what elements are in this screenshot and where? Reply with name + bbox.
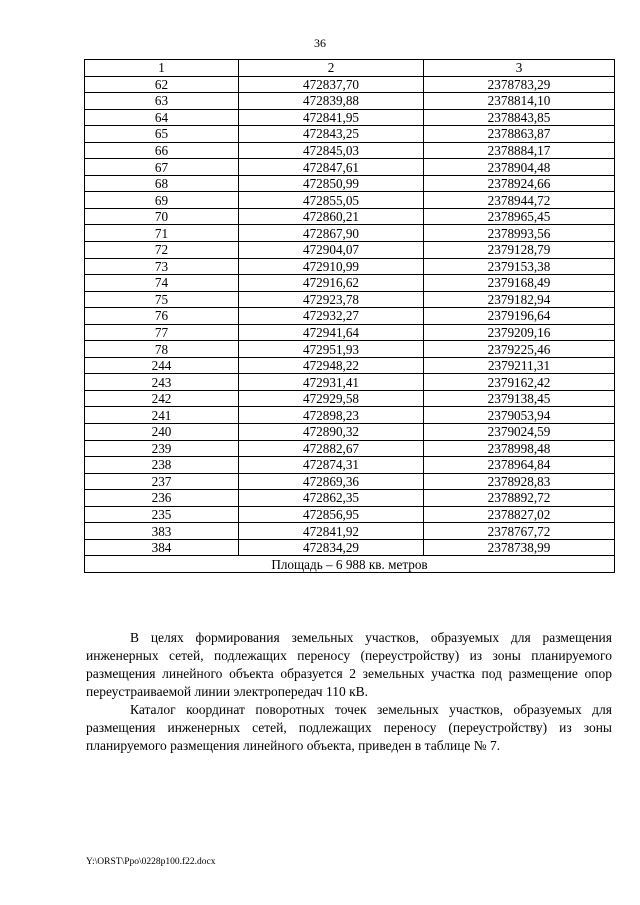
table-row xyxy=(85,390,615,407)
y-coordinate-cell: 2378738,99 xyxy=(424,539,615,556)
table-row xyxy=(85,341,615,358)
y-coordinate-cell: 2378843,85 xyxy=(424,109,615,126)
y-coordinate-cell: 2379168,49 xyxy=(424,275,615,292)
table-row xyxy=(85,93,615,110)
table-row xyxy=(85,440,615,457)
table-row xyxy=(85,208,615,225)
x-coordinate-cell: 472839,88 xyxy=(239,93,424,110)
x-coordinate-cell: 472923,78 xyxy=(239,291,424,308)
y-coordinate-cell: 2378827,02 xyxy=(424,506,615,523)
y-coordinate-cell: 2378964,84 xyxy=(424,457,615,474)
x-coordinate-cell: 472898,23 xyxy=(239,407,424,424)
table-row xyxy=(85,457,615,474)
x-coordinate-cell: 472916,62 xyxy=(239,275,424,292)
y-coordinate-cell: 2379196,64 xyxy=(424,308,615,325)
paragraph: Каталог координат поворотных точек земельных участков, образуемых для размещения инженерных сетей, подлежащих переносу (переустройству) из зоны планируемого размещения линейного объекта, приведен в таблице № 7. xyxy=(86,702,612,753)
point-number-cell: 72 xyxy=(85,242,239,259)
x-coordinate-cell: 472841,95 xyxy=(239,109,424,126)
y-coordinate-cell: 2378767,72 xyxy=(424,523,615,540)
table-row xyxy=(85,473,615,490)
y-coordinate-cell: 2379209,16 xyxy=(424,324,615,341)
table-body xyxy=(85,76,615,556)
table-row xyxy=(85,275,615,292)
y-coordinate-cell: 2378944,72 xyxy=(424,192,615,209)
table-row xyxy=(85,539,615,556)
table-row xyxy=(85,407,615,424)
table-row xyxy=(85,76,615,93)
x-coordinate-cell: 472929,58 xyxy=(239,390,424,407)
point-number-cell: 235 xyxy=(85,506,239,523)
point-number-cell: 237 xyxy=(85,473,239,490)
y-coordinate-cell: 2378814,10 xyxy=(424,93,615,110)
point-number-cell: 240 xyxy=(85,424,239,441)
table-row xyxy=(85,291,615,308)
table-row xyxy=(85,490,615,507)
y-coordinate-cell: 2378993,56 xyxy=(424,225,615,242)
point-number-cell: 65 xyxy=(85,126,239,143)
y-coordinate-cell: 2379053,94 xyxy=(424,407,615,424)
x-coordinate-cell: 472837,70 xyxy=(239,76,424,93)
x-coordinate-cell: 472860,21 xyxy=(239,208,424,225)
x-coordinate-cell: 472951,93 xyxy=(239,341,424,358)
y-coordinate-cell: 2378928,83 xyxy=(424,473,615,490)
y-coordinate-cell: 2379211,31 xyxy=(424,357,615,374)
x-coordinate-cell: 472874,31 xyxy=(239,457,424,474)
y-coordinate-cell: 2379225,46 xyxy=(424,341,615,358)
x-coordinate-cell: 472932,27 xyxy=(239,308,424,325)
header-point-number: 1 xyxy=(85,60,239,77)
x-coordinate-cell: 472869,36 xyxy=(239,473,424,490)
table-row xyxy=(85,109,615,126)
point-number-cell: 67 xyxy=(85,159,239,176)
x-coordinate-cell: 472845,03 xyxy=(239,142,424,159)
point-number-cell: 62 xyxy=(85,76,239,93)
x-coordinate-cell: 472834,29 xyxy=(239,539,424,556)
point-number-cell: 76 xyxy=(85,308,239,325)
table-row xyxy=(85,242,615,259)
table-row xyxy=(85,523,615,540)
x-coordinate-cell: 472890,32 xyxy=(239,424,424,441)
table-row xyxy=(85,192,615,209)
x-coordinate-cell: 472948,22 xyxy=(239,357,424,374)
paragraph: В целях формирования земельных участков, образуемых для размещения инженерных сетей, подлежащих переносу (переустройству) из зоны планируемого размещения линейного объекта образуется 2 земельных участка под размещение опор переустраиваемой линии электропередач 110 кВ. xyxy=(86,630,612,699)
x-coordinate-cell: 472941,64 xyxy=(239,324,424,341)
table-row xyxy=(85,159,615,176)
x-coordinate-cell: 472856,95 xyxy=(239,506,424,523)
area-row xyxy=(85,556,615,573)
x-coordinate-cell: 472841,92 xyxy=(239,523,424,540)
y-coordinate-cell: 2379182,94 xyxy=(424,291,615,308)
point-number-cell: 243 xyxy=(85,374,239,391)
y-coordinate-cell: 2379024,59 xyxy=(424,424,615,441)
y-coordinate-cell: 2378863,87 xyxy=(424,126,615,143)
y-coordinate-cell: 2379162,42 xyxy=(424,374,615,391)
coordinates-table xyxy=(84,59,615,573)
body-text xyxy=(86,629,612,755)
point-number-cell: 75 xyxy=(85,291,239,308)
table-row xyxy=(85,374,615,391)
point-number-cell: 66 xyxy=(85,142,239,159)
area-label: Площадь – 6 988 кв. метров xyxy=(85,556,615,573)
table-header-row xyxy=(85,60,615,77)
point-number-cell: 244 xyxy=(85,357,239,374)
table-row xyxy=(85,225,615,242)
x-coordinate-cell: 472847,61 xyxy=(239,159,424,176)
y-coordinate-cell: 2378924,66 xyxy=(424,175,615,192)
point-number-cell: 241 xyxy=(85,407,239,424)
table-row xyxy=(85,424,615,441)
point-number-cell: 77 xyxy=(85,324,239,341)
point-number-cell: 242 xyxy=(85,390,239,407)
x-coordinate-cell: 472850,99 xyxy=(239,175,424,192)
x-coordinate-cell: 472931,41 xyxy=(239,374,424,391)
point-number-cell: 73 xyxy=(85,258,239,275)
table-row xyxy=(85,324,615,341)
x-coordinate-cell: 472862,35 xyxy=(239,490,424,507)
point-number-cell: 236 xyxy=(85,490,239,507)
point-number-cell: 69 xyxy=(85,192,239,209)
y-coordinate-cell: 2378892,72 xyxy=(424,490,615,507)
y-coordinate-cell: 2378783,29 xyxy=(424,76,615,93)
table-row xyxy=(85,308,615,325)
point-number-cell: 239 xyxy=(85,440,239,457)
x-coordinate-cell: 472867,90 xyxy=(239,225,424,242)
y-coordinate-cell: 2379138,45 xyxy=(424,390,615,407)
footer-file-path: Y:\ORST\Ppo\0228p100.f22.docx xyxy=(86,857,216,867)
table-row xyxy=(85,258,615,275)
point-number-cell: 383 xyxy=(85,523,239,540)
table-row xyxy=(85,175,615,192)
point-number-cell: 238 xyxy=(85,457,239,474)
y-coordinate-cell: 2379153,38 xyxy=(424,258,615,275)
x-coordinate-cell: 472904,07 xyxy=(239,242,424,259)
point-number-cell: 78 xyxy=(85,341,239,358)
y-coordinate-cell: 2378904,48 xyxy=(424,159,615,176)
table-row xyxy=(85,142,615,159)
table-row xyxy=(85,357,615,374)
x-coordinate-cell: 472855,05 xyxy=(239,192,424,209)
x-coordinate-cell: 472843,25 xyxy=(239,126,424,143)
x-coordinate-cell: 472910,99 xyxy=(239,258,424,275)
point-number-cell: 71 xyxy=(85,225,239,242)
header-y-coordinate: 3 xyxy=(424,60,615,77)
x-coordinate-cell: 472882,67 xyxy=(239,440,424,457)
table-row xyxy=(85,126,615,143)
point-number-cell: 70 xyxy=(85,208,239,225)
y-coordinate-cell: 2379128,79 xyxy=(424,242,615,259)
point-number-cell: 384 xyxy=(85,539,239,556)
point-number-cell: 63 xyxy=(85,93,239,110)
y-coordinate-cell: 2378965,45 xyxy=(424,208,615,225)
page-number: 36 xyxy=(314,36,326,50)
point-number-cell: 64 xyxy=(85,109,239,126)
table-row xyxy=(85,506,615,523)
point-number-cell: 74 xyxy=(85,275,239,292)
point-number-cell: 68 xyxy=(85,175,239,192)
y-coordinate-cell: 2378998,48 xyxy=(424,440,615,457)
header-x-coordinate: 2 xyxy=(239,60,424,77)
y-coordinate-cell: 2378884,17 xyxy=(424,142,615,159)
